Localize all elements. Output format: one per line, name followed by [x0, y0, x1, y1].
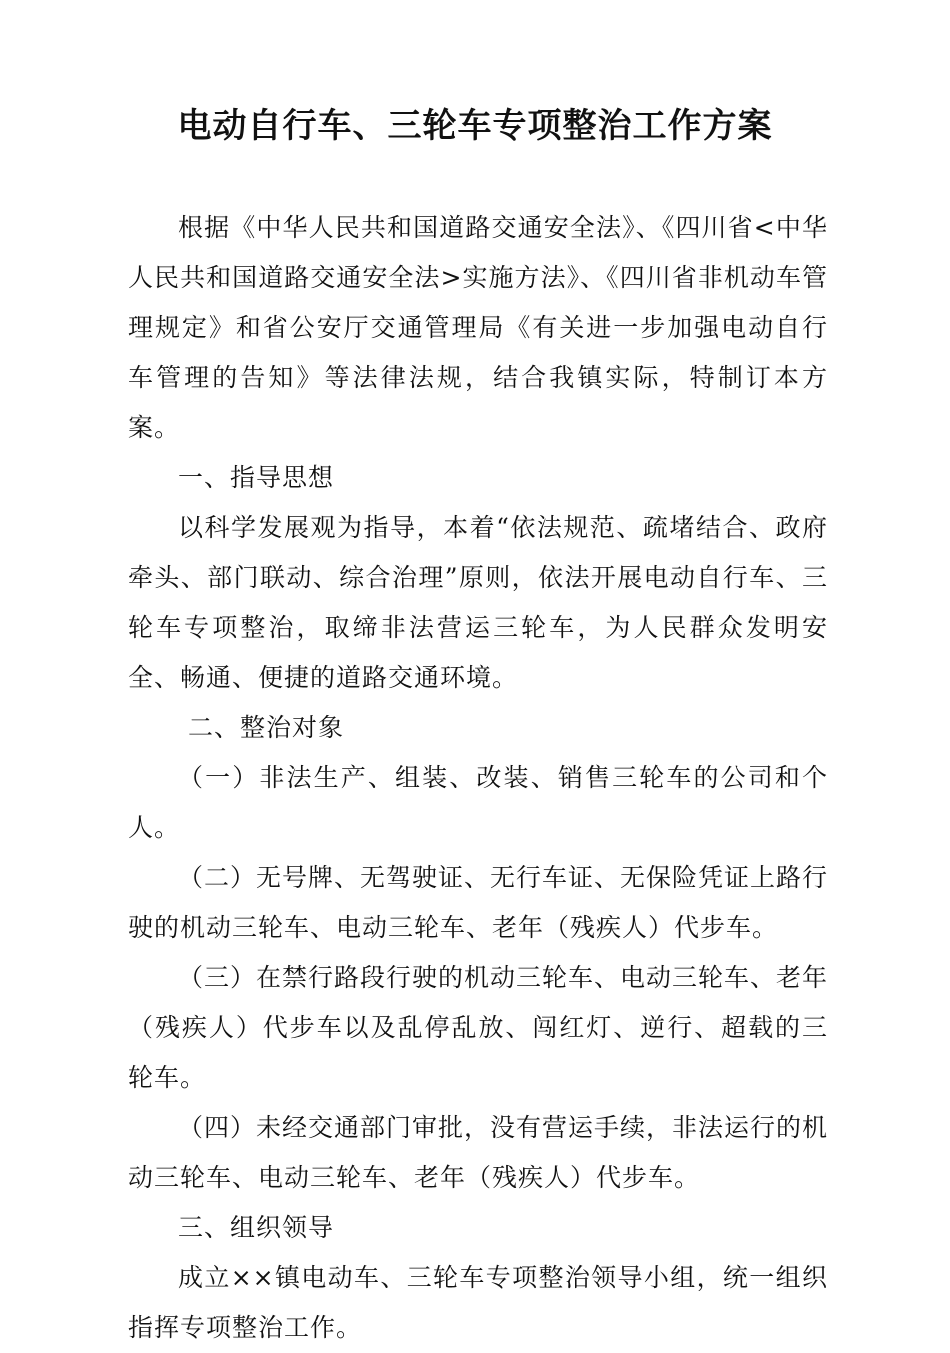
- section-heading-rectification-targets: 二、整治对象: [188, 713, 345, 742]
- rectification-target-item: （二）无号牌、无驾驶证、无行车证、无保险凭证上路行驶的机动三轮车、电动三轮车、老年（残疾人）代步车。: [128, 863, 829, 942]
- intro-paragraph: 根据《中华人民共和国道路交通安全法》、《四川省<中华人民共和国道路交通安全法>实施方法》、《四川省非机动车管理规定》和省公安厅交通管理局《有关进一步加强电动自行车管理的告知》等法律法规，结合我镇实际，特制订本方案。: [128, 213, 828, 442]
- section-heading-guiding-ideology: 一、指导思想: [178, 463, 335, 492]
- guiding-ideology-paragraph: 以科学发展观为指导，本着“依法规范、疏堵结合、政府牵头、部门联动、综合治理”原则，依法开展电动自行车、三轮车专项整治，取缔非法营运三轮车，为人民群众发明安全、畅通、便捷的道路交通环境。: [128, 513, 828, 692]
- rectification-target-item: （三）在禁行路段行驶的机动三轮车、电动三轮车、老年（残疾人）代步车以及乱停乱放、闯红灯、逆行、超载的三轮车。: [128, 963, 829, 1092]
- rectification-target-item: （四）未经交通部门审批，没有营运手续，非法运行的机动三轮车、电动三轮车、老年（残疾人）代步车。: [128, 1113, 829, 1192]
- document-title: 电动自行车、三轮车专项整治工作方案: [177, 106, 773, 146]
- section-heading-organization-leadership: 三、组织领导: [178, 1213, 335, 1242]
- document-body: [128, 203, 828, 1353]
- rectification-target-item: （一）非法生产、组装、改装、销售三轮车的公司和个人。: [128, 763, 828, 842]
- organization-leadership-paragraph: 成立××镇电动车、三轮车专项整治领导小组，统一组织指挥专项整治工作。: [128, 1263, 828, 1342]
